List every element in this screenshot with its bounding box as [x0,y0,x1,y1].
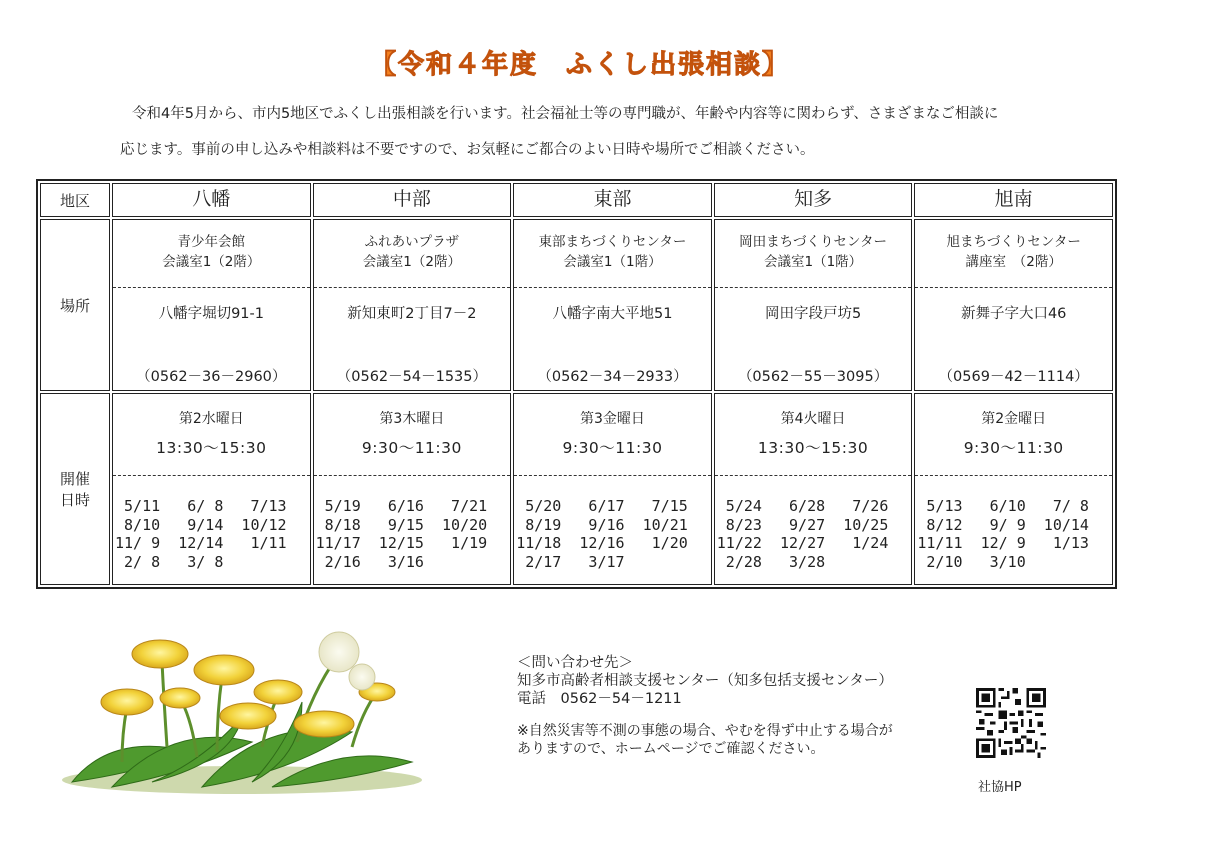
place-cell [513,219,712,391]
time-range: 13:30～15:30 [156,439,267,457]
contact-phone: 電話 0562－54－1211 [517,691,682,707]
dandelion-illustration [52,622,424,794]
venue-phone: （0562－54－1535） [336,369,488,385]
district-header-row [40,183,1113,217]
date-list: 5/20 6/17 7/15 8/19 9/16 10/21 11/18 12/16 1/20 2/17 3/17 [516,497,688,571]
time-range: 13:30～15:30 [757,439,869,457]
place-row-label: 場所 [40,219,110,391]
weekday: 第2水曜日 [178,411,244,427]
weekday: 第3金曜日 [580,411,645,427]
datetime-cell [112,393,311,585]
venue-room: 会議室1（1階） [563,254,662,270]
notice-line-1: ※自然災害等不測の事態の場合、やむを得ず中止する場合が [517,723,893,739]
district-name: 東部 [513,183,712,217]
place-cell [914,219,1113,391]
venue-room: 会議室1（2階） [162,254,261,270]
time-range: 9:30～11:30 [963,439,1064,457]
date-list: 5/13 6/10 7/ 8 8/12 9/ 9 10/14 11/11 12/ 9 1/13 2/10 3/10 [917,497,1089,571]
contact-org: 知多市高齢者相談支援センター（知多包括支援センター） [517,673,893,689]
notice-line-2: ありますので、ホームページでご確認ください。 [517,741,825,757]
weekday: 第2金曜日 [981,411,1047,427]
intro-line-1: 令和4年5月から、市内5地区でふくし出張相談を行います。社会福祉士等の専門職が、年齢や内容等に関わらず、さまざまなご相談に [132,106,999,122]
contact-heading: ＜問い合わせ先＞ [517,655,633,671]
seed-puffs [319,632,375,690]
venue-room: 会議室1（1階） [763,254,863,270]
place-cell [714,219,913,391]
date-list: 5/19 6/16 7/21 8/18 9/15 10/20 11/17 12/15 1/19 2/16 3/16 [315,497,488,571]
venue-room: 講座室 （2階） [965,254,1062,270]
place-row [40,219,1113,391]
qr-label: 社協HP [978,780,1022,795]
venue-phone: （0569－42－1114） [938,369,1089,385]
district-name: 旭南 [914,183,1113,217]
venue-address: 八幡字堀切91-1 [158,306,264,322]
datetime-label-line-1: 開催 [59,470,90,488]
place-cell [313,219,512,391]
datetime-cell [513,393,712,585]
datetime-row [40,393,1113,585]
qr-code-icon[interactable] [976,688,1046,758]
venue-name: 青少年会館 [177,234,246,250]
venue-room: 会議室1（2階） [362,254,461,270]
weekday: 第4火曜日 [780,411,846,427]
page-title: 【令和４年度 ふくし出張相談】 [369,50,790,80]
datetime-label-line-2: 日時 [59,491,90,509]
date-list: 5/24 6/28 7/26 8/23 9/27 10/25 11/22 12/27 1/24 2/28 3/28 [716,497,889,571]
contact-block [517,654,893,758]
venue-phone: （0562－34－2933） [537,369,688,385]
time-range: 9:30～11:30 [562,439,663,457]
weekday: 第3木曜日 [379,411,445,427]
district-row-label: 地区 [40,183,110,217]
venue-phone: （0562－55－3095） [737,369,889,385]
datetime-cell [714,393,913,585]
time-range: 9:30～11:30 [361,439,462,457]
venue-name: 岡田まちづくりセンター [739,234,887,250]
place-cell [112,219,311,391]
venue-address: 新知東町2丁目7－2 [347,306,477,322]
venue-address: 新舞子字大口46 [960,306,1067,322]
venue-address: 八幡字南大平地51 [552,306,673,322]
district-name: 知多 [714,183,913,217]
venue-address: 岡田字段戸坊5 [764,306,862,322]
date-list: 5/11 6/ 8 7/13 8/10 9/14 10/12 11/ 9 12/14 1/11 2/ 8 3/ 8 [115,497,287,571]
venue-name: 東部まちづくりセンター [538,234,687,250]
venue-name: 旭まちづくりセンター [946,234,1081,250]
venue-phone: （0562－36－2960） [136,369,287,385]
datetime-row-label [40,393,110,585]
venue-name: ふれあいプラザ [364,234,460,250]
datetime-cell [313,393,512,585]
district-name: 八幡 [112,183,311,217]
schedule-table [36,179,1117,589]
district-name: 中部 [313,183,512,217]
intro-line-2: 応じます。事前の申し込みや相談料は不要ですので、お気軽にご都合のよい日時や場所でご相談ください。 [120,142,815,158]
datetime-cell [914,393,1113,585]
